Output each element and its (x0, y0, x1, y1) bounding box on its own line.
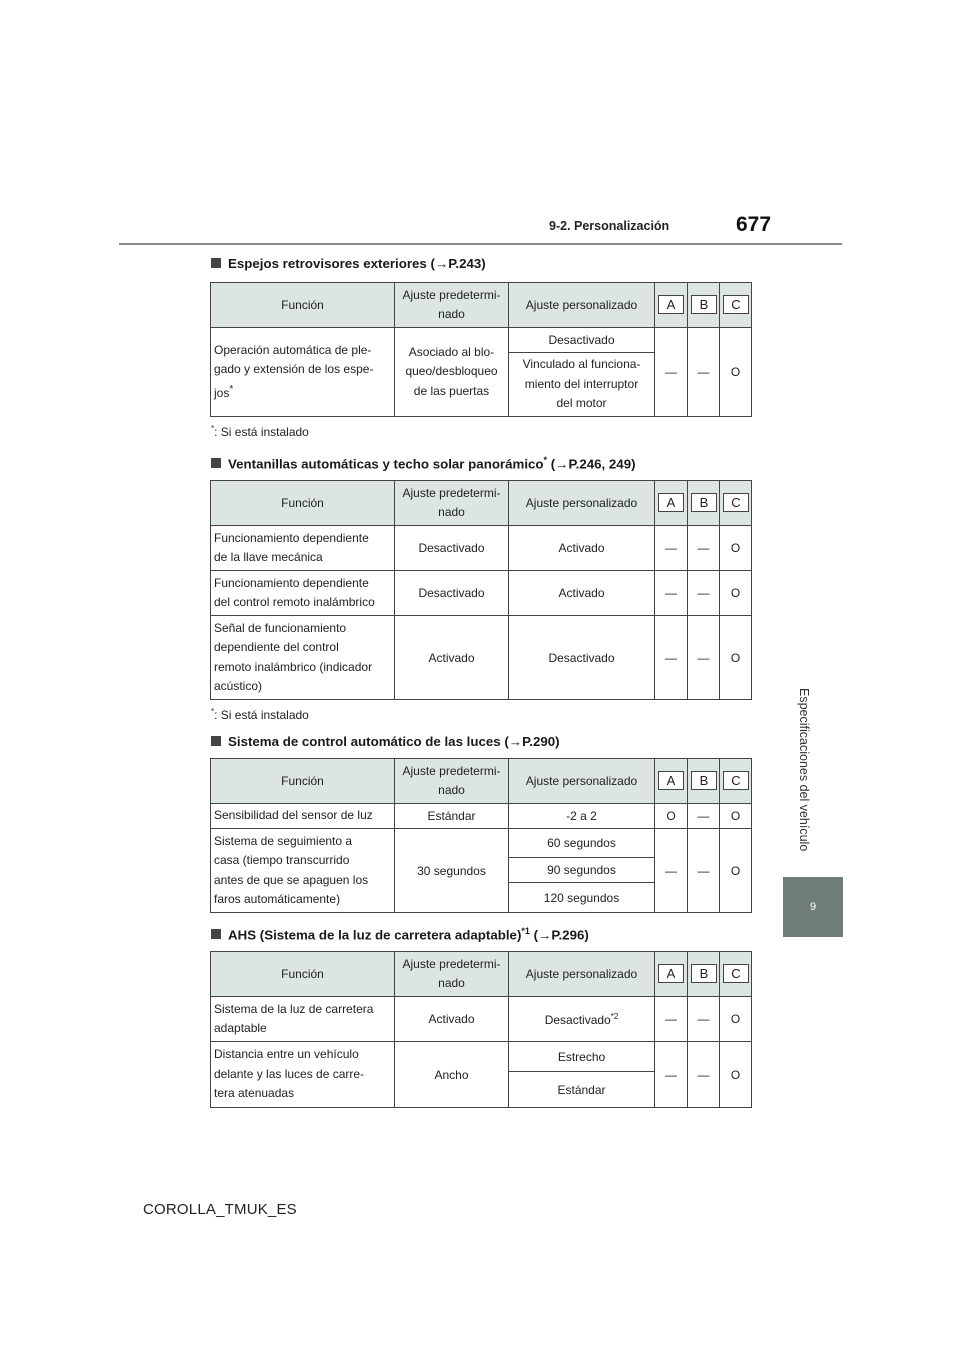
col-funcion: Función (211, 759, 395, 804)
cell-personalizado: Estrecho (509, 1042, 655, 1072)
table-row (211, 997, 752, 1042)
cell-personalizado: 120 segundos (509, 883, 655, 913)
cell-c: O (720, 571, 752, 616)
col-a: A (655, 952, 688, 997)
cell-predeterminado: Activado (395, 616, 509, 700)
cell-c: O (720, 616, 752, 700)
cell-personalizado: Vinculado al funciona- miento del interruptor del motor (509, 353, 655, 417)
cell-funcion: Funcionamiento dependiente del control remoto inalámbrico (211, 571, 395, 616)
cell-a: — (655, 571, 688, 616)
cell-a: — (655, 997, 688, 1042)
cell-predeterminado: Desactivado (395, 526, 509, 571)
col-b: B (688, 759, 720, 804)
cell-predeterminado: Activado (395, 997, 509, 1042)
cell-c: O (720, 1042, 752, 1108)
footnote: *: Si está instalado (211, 424, 309, 439)
cell-personalizado: 90 segundos (509, 858, 655, 883)
section-title-ventanillas: Ventanillas automáticas y techo solar panorámico* (→P.246, 249) (211, 455, 636, 471)
cell-funcion: Sensibilidad del sensor de luz (211, 804, 395, 829)
section-title-ahs: AHS (Sistema de la luz de carretera adaptable)$^{*1}$ (→P.296) (211, 926, 589, 942)
page-number: 677 (736, 213, 772, 236)
cell-funcion: Operación automática de ple- gado y extensión de los espe- jos* (211, 328, 395, 417)
bullet-square-icon (211, 258, 221, 268)
table-row (211, 616, 752, 700)
table-row (211, 1042, 752, 1072)
cell-c: O (720, 328, 752, 417)
col-personalizado: Ajuste personalizado (509, 952, 655, 997)
cell-a: — (655, 1042, 688, 1108)
table-header-row (211, 952, 752, 997)
table-header-row (211, 759, 752, 804)
bullet-square-icon (211, 736, 221, 746)
cell-a: — (655, 616, 688, 700)
section-title-espejos: Espejos retrovisores exteriores (→P.243) (211, 256, 486, 271)
cell-funcion: Funcionamiento dependiente de la llave mecánica (211, 526, 395, 571)
cell-c: O (720, 526, 752, 571)
cell-personalizado: Desactivado (509, 616, 655, 700)
cell-personalizado: Activado (509, 571, 655, 616)
cell-funcion: Distancia entre un vehículo delante y las luces de carre- tera atenuadas (211, 1042, 395, 1108)
table-ahs (210, 951, 752, 1108)
col-b: B (688, 283, 720, 328)
col-personalizado: Ajuste personalizado (509, 481, 655, 526)
footnote: *: Si está instalado (211, 707, 309, 722)
table-header-row (211, 481, 752, 526)
cell-funcion: Sistema de la luz de carretera adaptable (211, 997, 395, 1042)
chapter-title: Especificaciones del vehículo (797, 688, 811, 852)
header-rule (119, 243, 842, 245)
doc-code: COROLLA_TMUK_ES (143, 1201, 297, 1218)
cell-b: — (688, 829, 720, 913)
cell-personalizado: 60 segundos (509, 829, 655, 858)
col-predeterminado: Ajuste predetermi- nado (395, 952, 509, 997)
cell-personalizado: Estándar (509, 1072, 655, 1108)
col-predeterminado: Ajuste predetermi- nado (395, 481, 509, 526)
table-row (211, 571, 752, 616)
col-funcion: Función (211, 952, 395, 997)
col-c: C (720, 759, 752, 804)
col-personalizado: Ajuste personalizado (509, 283, 655, 328)
col-a: A (655, 283, 688, 328)
cell-predeterminado: Asociado al blo- queo/desbloqueo de las puertas (395, 328, 509, 417)
col-b: B (688, 952, 720, 997)
cell-b: — (688, 571, 720, 616)
section-title-luces: Sistema de control automático de las luces (→P.290) (211, 734, 560, 749)
cell-a: — (655, 328, 688, 417)
table-luces (210, 758, 752, 913)
table-ventanillas (210, 480, 752, 700)
cell-predeterminado: 30 segundos (395, 829, 509, 913)
cell-personalizado: Desactivado$^{*2}$ (509, 997, 655, 1042)
cell-funcion: Sistema de seguimiento a casa (tiempo transcurrido antes de que se apaguen los faros automáticamente) (211, 829, 395, 913)
cell-funcion: Señal de funcionamiento dependiente del control remoto inalámbrico (indicador acústico) (211, 616, 395, 700)
col-c: C (720, 952, 752, 997)
col-a: A (655, 481, 688, 526)
table-row (211, 804, 752, 829)
col-a: A (655, 759, 688, 804)
cell-b: — (688, 804, 720, 829)
col-predeterminado: Ajuste predetermi- nado (395, 759, 509, 804)
cell-a: — (655, 526, 688, 571)
col-c: C (720, 283, 752, 328)
cell-a: O (655, 804, 688, 829)
col-funcion: Función (211, 283, 395, 328)
cell-personalizado: Activado (509, 526, 655, 571)
chapter-number: 9 (809, 901, 817, 913)
cell-b: — (688, 526, 720, 571)
cell-b: — (688, 616, 720, 700)
section-heading: 9-2. Personalización (549, 219, 670, 233)
cell-a: — (655, 829, 688, 913)
cell-personalizado: -2 a 2 (509, 804, 655, 829)
col-c: C (720, 481, 752, 526)
col-personalizado: Ajuste personalizado (509, 759, 655, 804)
table-espejos (210, 282, 752, 417)
cell-c: O (720, 997, 752, 1042)
bullet-square-icon (211, 458, 221, 468)
col-predeterminado: Ajuste predetermi- nado (395, 283, 509, 328)
cell-personalizado: Desactivado (509, 328, 655, 353)
cell-b: — (688, 328, 720, 417)
chapter-tab (783, 877, 843, 937)
table-row (211, 328, 752, 353)
cell-c: O (720, 804, 752, 829)
table-row (211, 526, 752, 571)
cell-predeterminado: Estándar (395, 804, 509, 829)
col-funcion: Función (211, 481, 395, 526)
cell-b: — (688, 997, 720, 1042)
cell-c: O (720, 829, 752, 913)
bullet-square-icon (211, 929, 221, 939)
cell-b: — (688, 1042, 720, 1108)
cell-predeterminado: Ancho (395, 1042, 509, 1108)
table-row (211, 829, 752, 858)
cell-predeterminado: Desactivado (395, 571, 509, 616)
table-header-row (211, 283, 752, 328)
col-b: B (688, 481, 720, 526)
